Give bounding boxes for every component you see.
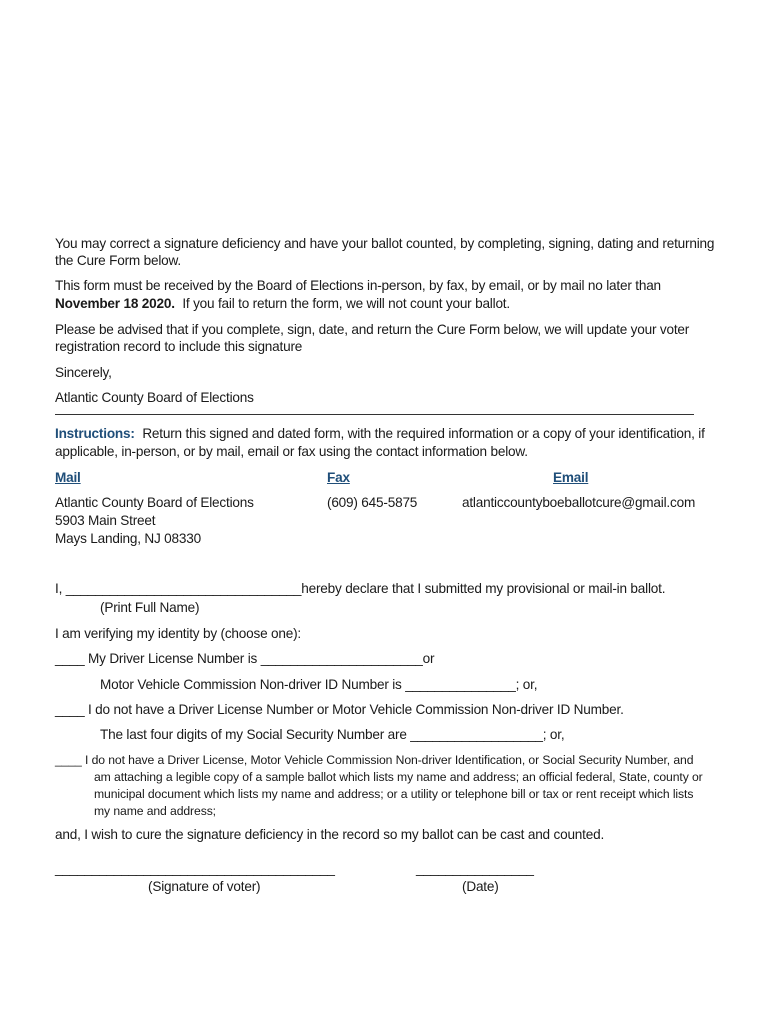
instructions-label: Instructions:: [55, 426, 135, 441]
fax-header: Fax: [327, 470, 350, 485]
option-driver-license[interactable]: ____ My Driver License Number is ______________________or: [55, 651, 435, 666]
option-no-id-line-3: municipal document which lists my name and address; or a utility or telephone bill or tax or rent receipt which lists: [94, 787, 694, 801]
option-no-license[interactable]: ____ I do not have a Driver License Number or Motor Vehicle Commission Non-driver ID Number.: [55, 702, 624, 717]
signature-line[interactable]: ______________________________________: [55, 861, 335, 876]
fax-number: (609) 645-5875: [327, 495, 418, 510]
intro-paragraph-1-line-1: You may correct a signature deficiency and have your ballot counted, by completing, signing, dating and returning: [55, 236, 715, 251]
option-no-id-line-2: am attaching a legible copy of a sample ballot which lists my name and address; an official federal, State, county or: [94, 770, 703, 784]
deadline-date: November 18 2020.: [55, 296, 175, 311]
mail-address-line-2: 5903 Main Street: [55, 513, 156, 528]
email-header: Email: [553, 470, 589, 485]
option-no-id-line-1[interactable]: ____ I do not have a Driver License, Motor Vehicle Commission Non-driver Identification, or Social Security Number, and: [55, 753, 694, 767]
signature-caption: (Signature of voter): [148, 879, 261, 894]
instructions-line-2: applicable, in-person, or by mail, email or fax using the contact information below.: [55, 444, 528, 459]
instructions-text: Return this signed and dated form, with the required information or a copy of your identification, if: [142, 426, 705, 441]
intro-paragraph-2-line-1: This form must be received by the Board of Elections in-person, by fax, by email, or by mail no later than: [55, 278, 661, 293]
date-caption: (Date): [462, 879, 499, 894]
mail-address-line-3: Mays Landing, NJ 08330: [55, 531, 201, 546]
cure-statement: and, I wish to cure the signature deficiency in the record so my ballot can be cast and counted.: [55, 827, 605, 842]
declaration-line[interactable]: I, ________________________________hereby declare that I submitted my provisional or mail-in ballot.: [55, 581, 666, 596]
intro-paragraph-3-line-1: Please be advised that if you complete, sign, date, and return the Cure Form below, we will update your voter: [55, 322, 690, 337]
intro-paragraph-1-line-2: the Cure Form below.: [55, 253, 181, 268]
instructions-line-1: [55, 425, 705, 443]
email-address[interactable]: atlanticcountyboeballotcure@gmail.com: [462, 495, 696, 510]
intro-paragraph-2-line-2: [55, 295, 510, 313]
deadline-warning: If you fail to return the form, we will not count your ballot.: [182, 296, 510, 311]
signoff: Atlantic County Board of Elections: [55, 390, 254, 405]
option-no-id-line-4: my name and address;: [94, 804, 216, 818]
print-name-caption: (Print Full Name): [100, 600, 200, 615]
mail-address-line-1: Atlantic County Board of Elections: [55, 495, 254, 510]
option-non-driver-id[interactable]: Motor Vehicle Commission Non-driver ID Number is _______________; or,: [100, 677, 538, 692]
closing: Sincerely,: [55, 365, 112, 380]
section-divider: [55, 414, 694, 415]
option-ssn-digits[interactable]: The last four digits of my Social Security Number are __________________; or,: [100, 727, 565, 742]
intro-paragraph-3-line-2: registration record to include this signature: [55, 339, 303, 354]
verify-intro: I am verifying my identity by (choose one):: [55, 626, 302, 641]
mail-header: Mail: [55, 470, 81, 485]
date-line[interactable]: ________________: [416, 861, 534, 876]
